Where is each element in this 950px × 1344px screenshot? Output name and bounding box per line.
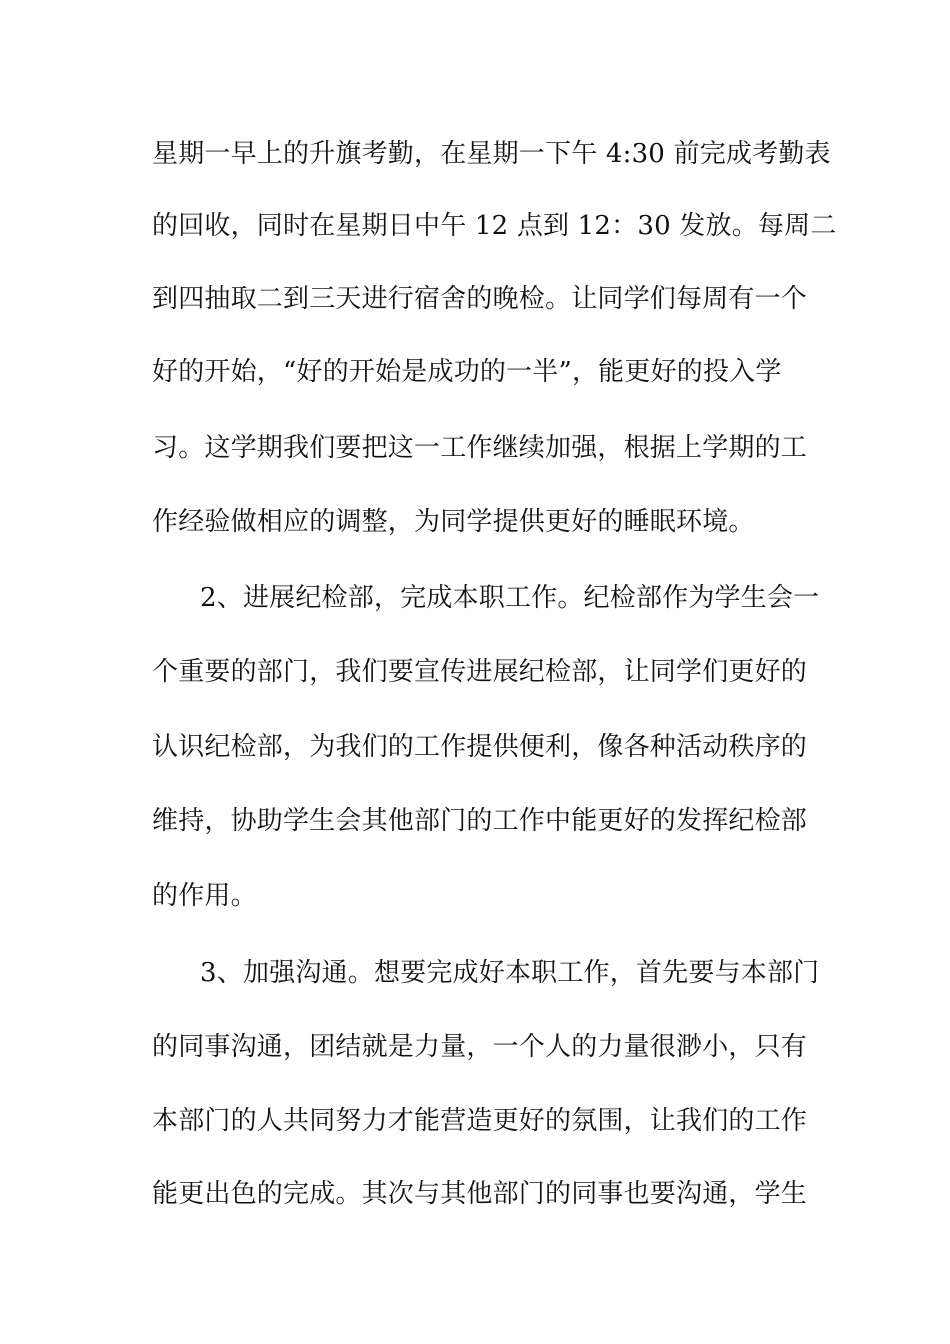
text-line-13: 的同事沟通，团结就是力量，一个人的力量很渺小，只有	[152, 1032, 808, 1062]
text-line-3: 到四抽取二到三天进行宿舍的晚检。让同学们每周有一个	[152, 284, 808, 314]
text-line-5: 习。这学期我们要把这一工作继续加强，根据上学期的工	[152, 433, 808, 463]
text-line-11: 的作用。	[152, 881, 257, 911]
text-line-14: 本部门的人共同努力才能营造更好的氛围，让我们的工作	[152, 1106, 808, 1136]
text-line-7: 2、进展纪检部，完成本职工作。纪检部作为学生会一	[200, 583, 820, 613]
text-line-10: 维持，协助学生会其他部门的工作中能更好的发挥纪检部	[152, 806, 808, 836]
text-line-4: 好的开始，“好的开始是成功的一半”，能更好的投入学	[152, 357, 782, 387]
text-line-8: 个重要的部门，我们要宣传进展纪检部，让同学们更好的	[152, 657, 808, 687]
text-line-6: 作经验做相应的调整，为同学提供更好的睡眠环境。	[152, 507, 755, 537]
text-line-12: 3、加强沟通。想要完成好本职工作，首先要与本部门	[200, 958, 820, 988]
text-line-9: 认识纪检部，为我们的工作提供便利，像各种活动秩序的	[152, 732, 808, 762]
text-line-1: 星期一早上的升旗考勤，在星期一下午 4:30 前完成考勤表	[152, 139, 831, 169]
text-line-15: 能更出色的完成。其次与其他部门的同事也要沟通，学生	[152, 1179, 808, 1209]
text-line-2: 的回收，同时在星期日中午 12 点到 12：30 发放。每周二	[152, 211, 837, 241]
